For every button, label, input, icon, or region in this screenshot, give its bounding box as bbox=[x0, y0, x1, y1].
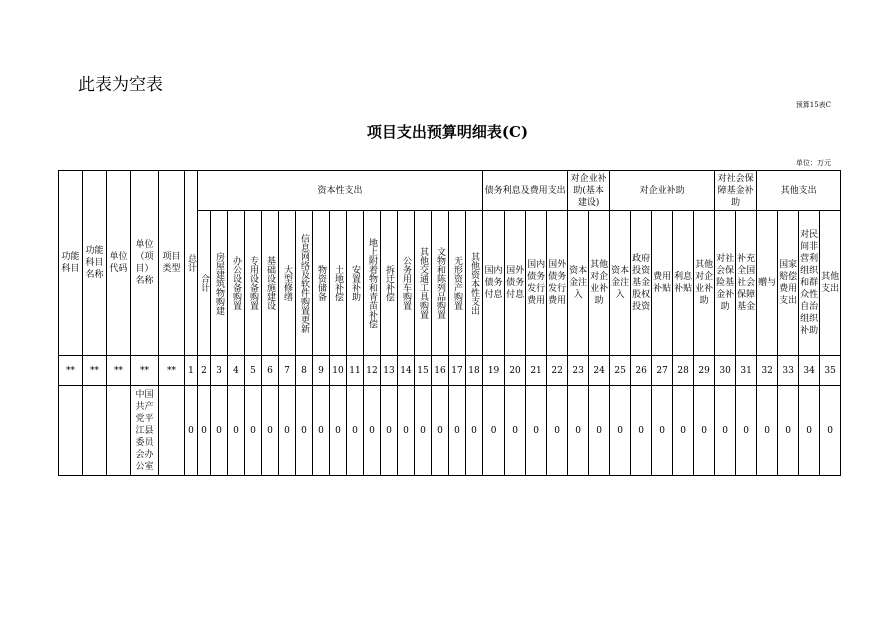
sub-header: 其他资本性支出 bbox=[466, 211, 483, 356]
group-social-security-fund: 对社会保障基金补助 bbox=[715, 171, 757, 211]
empty-table-note: 此表为空表 bbox=[78, 75, 163, 95]
index-cell: ** bbox=[107, 356, 131, 386]
index-cell: 10 bbox=[330, 356, 347, 386]
index-cell: ** bbox=[131, 356, 159, 386]
header-total: 总计 bbox=[185, 171, 198, 356]
value-cell: 0 bbox=[381, 386, 398, 476]
index-cell: ** bbox=[59, 356, 83, 386]
value-cell: 0 bbox=[652, 386, 673, 476]
value-cell: 0 bbox=[432, 386, 449, 476]
value-cell: 0 bbox=[820, 386, 841, 476]
group-capital-expenditure: 资本性支出 bbox=[198, 171, 483, 211]
value-cell: 0 bbox=[279, 386, 296, 476]
index-cell: 13 bbox=[381, 356, 398, 386]
sub-header: 物资储备 bbox=[313, 211, 330, 356]
sub-header: 无形资产购置 bbox=[449, 211, 466, 356]
value-cell: 0 bbox=[398, 386, 415, 476]
value-cell: 0 bbox=[778, 386, 799, 476]
index-cell: 11 bbox=[347, 356, 364, 386]
index-cell: 2 bbox=[198, 356, 211, 386]
index-cell: 22 bbox=[547, 356, 568, 386]
index-cell: 32 bbox=[757, 356, 778, 386]
index-cell: 35 bbox=[820, 356, 841, 386]
index-cell: 12 bbox=[364, 356, 381, 386]
index-cell: 16 bbox=[432, 356, 449, 386]
sub-header: 国家赔偿费用支出 bbox=[778, 211, 799, 356]
index-cell: 34 bbox=[799, 356, 820, 386]
sub-header: 拆迁补偿 bbox=[381, 211, 398, 356]
index-cell: 23 bbox=[568, 356, 589, 386]
value-cell: 0 bbox=[245, 386, 262, 476]
sub-header: 文物和陈列品购置 bbox=[432, 211, 449, 356]
total-cell: 0 bbox=[185, 386, 198, 476]
value-cell: 0 bbox=[589, 386, 610, 476]
budget-table bbox=[58, 170, 841, 476]
index-cell: 28 bbox=[673, 356, 694, 386]
sub-header: 赠与 bbox=[757, 211, 778, 356]
page-title: 项目支出预算明细表(C) bbox=[366, 123, 529, 141]
sub-header: 政府投资基金股权投资 bbox=[631, 211, 652, 356]
sub-header: 国内债务付息 bbox=[483, 211, 505, 356]
group-other-expenditure: 其他支出 bbox=[757, 171, 841, 211]
unit-code-cell bbox=[107, 386, 131, 476]
value-cell: 0 bbox=[694, 386, 715, 476]
table-code: 预算15表C bbox=[795, 101, 831, 109]
value-cell: 0 bbox=[364, 386, 381, 476]
value-cell: 0 bbox=[631, 386, 652, 476]
index-cell: ** bbox=[159, 356, 185, 386]
index-cell: 21 bbox=[526, 356, 547, 386]
index-cell: 26 bbox=[631, 356, 652, 386]
sub-header: 资本金注入 bbox=[568, 211, 589, 356]
index-cell: 1 bbox=[185, 356, 198, 386]
sub-header: 费用补贴 bbox=[652, 211, 673, 356]
index-cell: 24 bbox=[589, 356, 610, 386]
index-cell: 20 bbox=[505, 356, 526, 386]
index-cell: 17 bbox=[449, 356, 466, 386]
sub-header: 其他对企业补助 bbox=[589, 211, 610, 356]
unit-name-cell: 中国共产党平江县委员会办公室 bbox=[131, 386, 159, 476]
sub-header: 专用设备购置 bbox=[245, 211, 262, 356]
index-cell: 8 bbox=[296, 356, 313, 386]
header-unit-code: 单位代码 bbox=[107, 171, 131, 356]
value-cell: 0 bbox=[466, 386, 483, 476]
header-unit-name: 单位（项目）名称 bbox=[131, 171, 159, 356]
index-cell: ** bbox=[83, 356, 107, 386]
sub-header: 补充全国社会保障基金 bbox=[736, 211, 757, 356]
sub-header: 基础设施建设 bbox=[262, 211, 279, 356]
value-cell: 0 bbox=[547, 386, 568, 476]
value-cell: 0 bbox=[799, 386, 820, 476]
value-cell: 0 bbox=[757, 386, 778, 476]
func-code-cell bbox=[59, 386, 83, 476]
index-cell: 31 bbox=[736, 356, 757, 386]
group-debt-interest: 债务利息及费用支出 bbox=[483, 171, 568, 211]
sub-header: 其他对企业补助 bbox=[694, 211, 715, 356]
sub-header: 信息网络及软件购置更新 bbox=[296, 211, 313, 356]
index-cell: 29 bbox=[694, 356, 715, 386]
index-cell: 5 bbox=[245, 356, 262, 386]
func-name-cell bbox=[83, 386, 107, 476]
sub-header: 地上附着物和青苗补偿 bbox=[364, 211, 381, 356]
group-enterprise-subsidy-construction: 对企业补助(基本建设) bbox=[568, 171, 610, 211]
index-cell: 33 bbox=[778, 356, 799, 386]
value-cell: 0 bbox=[610, 386, 631, 476]
value-cell: 0 bbox=[211, 386, 228, 476]
value-cell: 0 bbox=[296, 386, 313, 476]
value-cell: 0 bbox=[568, 386, 589, 476]
index-cell: 6 bbox=[262, 356, 279, 386]
value-cell: 0 bbox=[449, 386, 466, 476]
value-cell: 0 bbox=[736, 386, 757, 476]
sub-header: 国外债务发行费用 bbox=[547, 211, 568, 356]
value-cell: 0 bbox=[526, 386, 547, 476]
sub-header: 其他交通工具购置 bbox=[415, 211, 432, 356]
sub-header: 对社会保险基金补助 bbox=[715, 211, 736, 356]
sub-header: 国内债务发行费用 bbox=[526, 211, 547, 356]
header-group-row bbox=[59, 171, 841, 211]
sub-header: 其他支出 bbox=[820, 211, 841, 356]
sub-header: 安置补助 bbox=[347, 211, 364, 356]
index-cell: 27 bbox=[652, 356, 673, 386]
value-cell: 0 bbox=[198, 386, 211, 476]
project-type-cell bbox=[159, 386, 185, 476]
index-cell: 18 bbox=[466, 356, 483, 386]
index-cell: 19 bbox=[483, 356, 505, 386]
unit-label: 单位：万元 bbox=[796, 159, 831, 167]
index-cell: 30 bbox=[715, 356, 736, 386]
sub-header: 资本金注入 bbox=[610, 211, 631, 356]
value-cell: 0 bbox=[347, 386, 364, 476]
header-func-code: 功能科目 bbox=[59, 171, 83, 356]
index-cell: 7 bbox=[279, 356, 296, 386]
value-cell: 0 bbox=[330, 386, 347, 476]
value-cell: 0 bbox=[228, 386, 245, 476]
sub-header: 利息补贴 bbox=[673, 211, 694, 356]
index-cell: 15 bbox=[415, 356, 432, 386]
value-cell: 0 bbox=[262, 386, 279, 476]
value-cell: 0 bbox=[505, 386, 526, 476]
index-cell: 14 bbox=[398, 356, 415, 386]
sub-header: 大型修缮 bbox=[279, 211, 296, 356]
index-cell: 25 bbox=[610, 356, 631, 386]
header-func-name: 功能科目名称 bbox=[83, 171, 107, 356]
sub-header: 对民间非营利组织和群众性自治组织补助 bbox=[799, 211, 820, 356]
sub-header: 合计 bbox=[198, 211, 211, 356]
index-cell: 9 bbox=[313, 356, 330, 386]
sub-header: 房屋建筑物购建 bbox=[211, 211, 228, 356]
data-row bbox=[59, 386, 841, 476]
header-project-type: 项目类型 bbox=[159, 171, 185, 356]
sub-header: 公务用车购置 bbox=[398, 211, 415, 356]
index-cell: 4 bbox=[228, 356, 245, 386]
index-cell: 3 bbox=[211, 356, 228, 386]
value-cell: 0 bbox=[313, 386, 330, 476]
index-row bbox=[59, 356, 841, 386]
sub-header: 办公设备购置 bbox=[228, 211, 245, 356]
value-cell: 0 bbox=[715, 386, 736, 476]
group-enterprise-subsidy: 对企业补助 bbox=[610, 171, 715, 211]
value-cell: 0 bbox=[673, 386, 694, 476]
sub-header: 土地补偿 bbox=[330, 211, 347, 356]
value-cell: 0 bbox=[415, 386, 432, 476]
value-cell: 0 bbox=[483, 386, 505, 476]
sub-header: 国外债务付息 bbox=[505, 211, 526, 356]
